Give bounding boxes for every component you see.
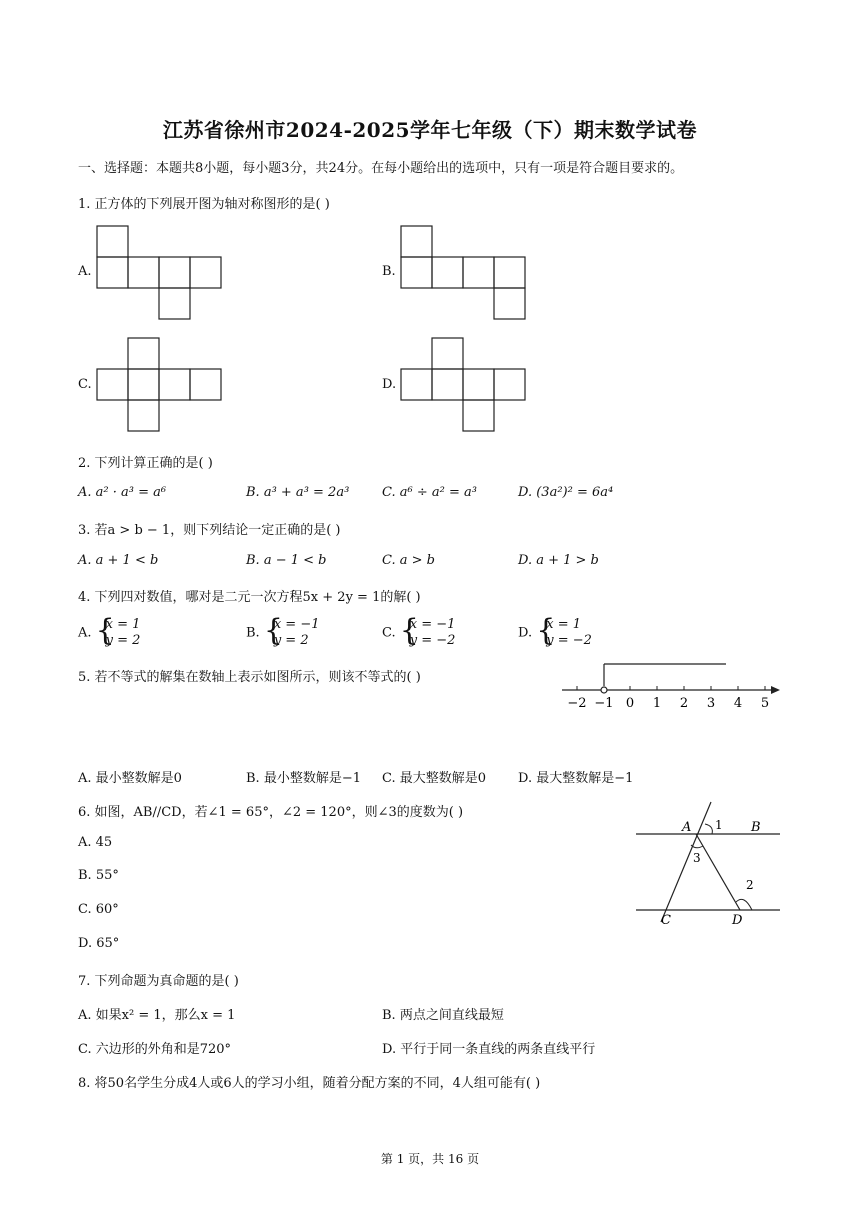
point-label-d: D (732, 913, 743, 928)
q2-option-b: B. a³ + a³ = 2a³ (246, 485, 350, 500)
q5-option-c: C. 最大整数解是0 (382, 771, 487, 786)
q4-option-d-system: { x = 1 y = −2 (536, 613, 592, 648)
question-7-stem: 7. 下列命题为真命题的是( ) (78, 974, 239, 989)
q5-option-d: D. 最大整数解是−1 (518, 771, 634, 786)
q3-option-c: C. a > b (382, 553, 435, 568)
q6-option-d: D. 65° (78, 936, 120, 951)
axis-label: 1 (652, 696, 662, 711)
q4-option-c (382, 613, 456, 649)
q7-option-a: A. 如果x² = 1，那么x = 1 (78, 1008, 236, 1023)
q4-option-c-system: { x = −1 y = −2 (399, 613, 456, 648)
q1-option-d-label: D. (382, 377, 397, 392)
q4-option-b-label: B. (246, 625, 260, 641)
question-2-stem: 2. 下列计算正确的是( ) (78, 456, 213, 471)
angle-label-1: 1 (715, 818, 723, 832)
q1-net-d (400, 337, 530, 432)
question-6-stem: 6. 如图，AB//CD，若∠1 = 65°，∠2 = 120°，则∠3的度数为( ) (78, 805, 464, 820)
q2-option-a: A. a² · a³ = a⁶ (78, 485, 167, 500)
q1-net-b (400, 225, 530, 320)
q4-option-a-label: A. (78, 625, 92, 641)
angle-label-3: 3 (693, 851, 701, 865)
axis-label: 3 (706, 696, 716, 711)
q7-option-b: B. 两点之间直线最短 (382, 1008, 504, 1023)
q3-option-b: B. a − 1 < b (246, 553, 327, 568)
point-label-a: A (682, 820, 692, 835)
q4-option-d (518, 613, 592, 649)
q1-option-a-label: A. (78, 264, 92, 279)
q2-option-c: C. a⁶ ÷ a² = a³ (382, 485, 477, 500)
q3-option-a: A. a + 1 < b (78, 553, 159, 568)
q4-option-a-system: { x = 1 y = 2 (95, 613, 141, 648)
page-footer: 第 1 页，共 16 页 (380, 1152, 480, 1166)
page-title: 江苏省徐州市2024-2025学年七年级（下）期末数学试卷 (162, 118, 698, 142)
question-4-stem: 4. 下列四对数值，哪对是二元一次方程5x + 2y = 1的解( ) (78, 590, 421, 605)
q7-option-c: C. 六边形的外角和是720° (78, 1042, 232, 1057)
q4-option-a (78, 613, 141, 649)
axis-label: 5 (760, 696, 770, 711)
q5-option-a: A. 最小整数解是0 (78, 771, 182, 786)
axis-label: 4 (733, 696, 743, 711)
axis-label: 0 (625, 696, 635, 711)
question-3-stem: 3. 若a > b − 1，则下列结论一定正确的是( ) (78, 523, 341, 538)
section-heading: 一、选择题：本题共8小题，每小题3分，共24分。在每小题给出的选项中，只有一项是符合题目要求的。 (78, 161, 684, 176)
q1-option-c-label: C. (78, 377, 92, 392)
point-label-b: B (751, 820, 761, 835)
q1-option-b-label: B. (382, 264, 396, 279)
axis-label: 2 (679, 696, 689, 711)
q3-option-d: D. a + 1 > b (518, 553, 599, 568)
q2-option-d: D. (3a²)² = 6a⁴ (518, 485, 614, 500)
q1-net-a (96, 225, 226, 320)
q4-option-d-label: D. (518, 625, 533, 641)
q4-option-b (246, 613, 320, 649)
q5-option-b: B. 最小整数解是−1 (246, 771, 361, 786)
angle-label-2: 2 (746, 878, 754, 892)
question-5-stem: 5. 若不等式的解集在数轴上表示如图所示，则该不等式的( ) (78, 670, 421, 685)
q4-option-c-label: C. (382, 625, 396, 641)
q6-parallel-lines-figure (636, 798, 782, 930)
q6-option-c: C. 60° (78, 902, 119, 917)
axis-label: −1 (594, 696, 614, 711)
question-1-stem: 1. 正方体的下列展开图为轴对称图形的是( ) (78, 197, 330, 212)
q1-net-c (96, 337, 226, 432)
q6-option-a: A. 45 (78, 835, 113, 850)
q6-option-b: B. 55° (78, 868, 119, 883)
question-8-stem: 8. 将50名学生分成4人或6人的学习小组，随着分配方案的不同，4人组可能有( ) (78, 1076, 541, 1091)
q4-option-b-system: { x = −1 y = 2 (263, 613, 320, 648)
q7-option-d: D. 平行于同一条直线的两条直线平行 (382, 1042, 596, 1057)
axis-label: −2 (567, 696, 587, 711)
point-label-c: C (661, 913, 671, 928)
q5-number-line (560, 658, 784, 714)
